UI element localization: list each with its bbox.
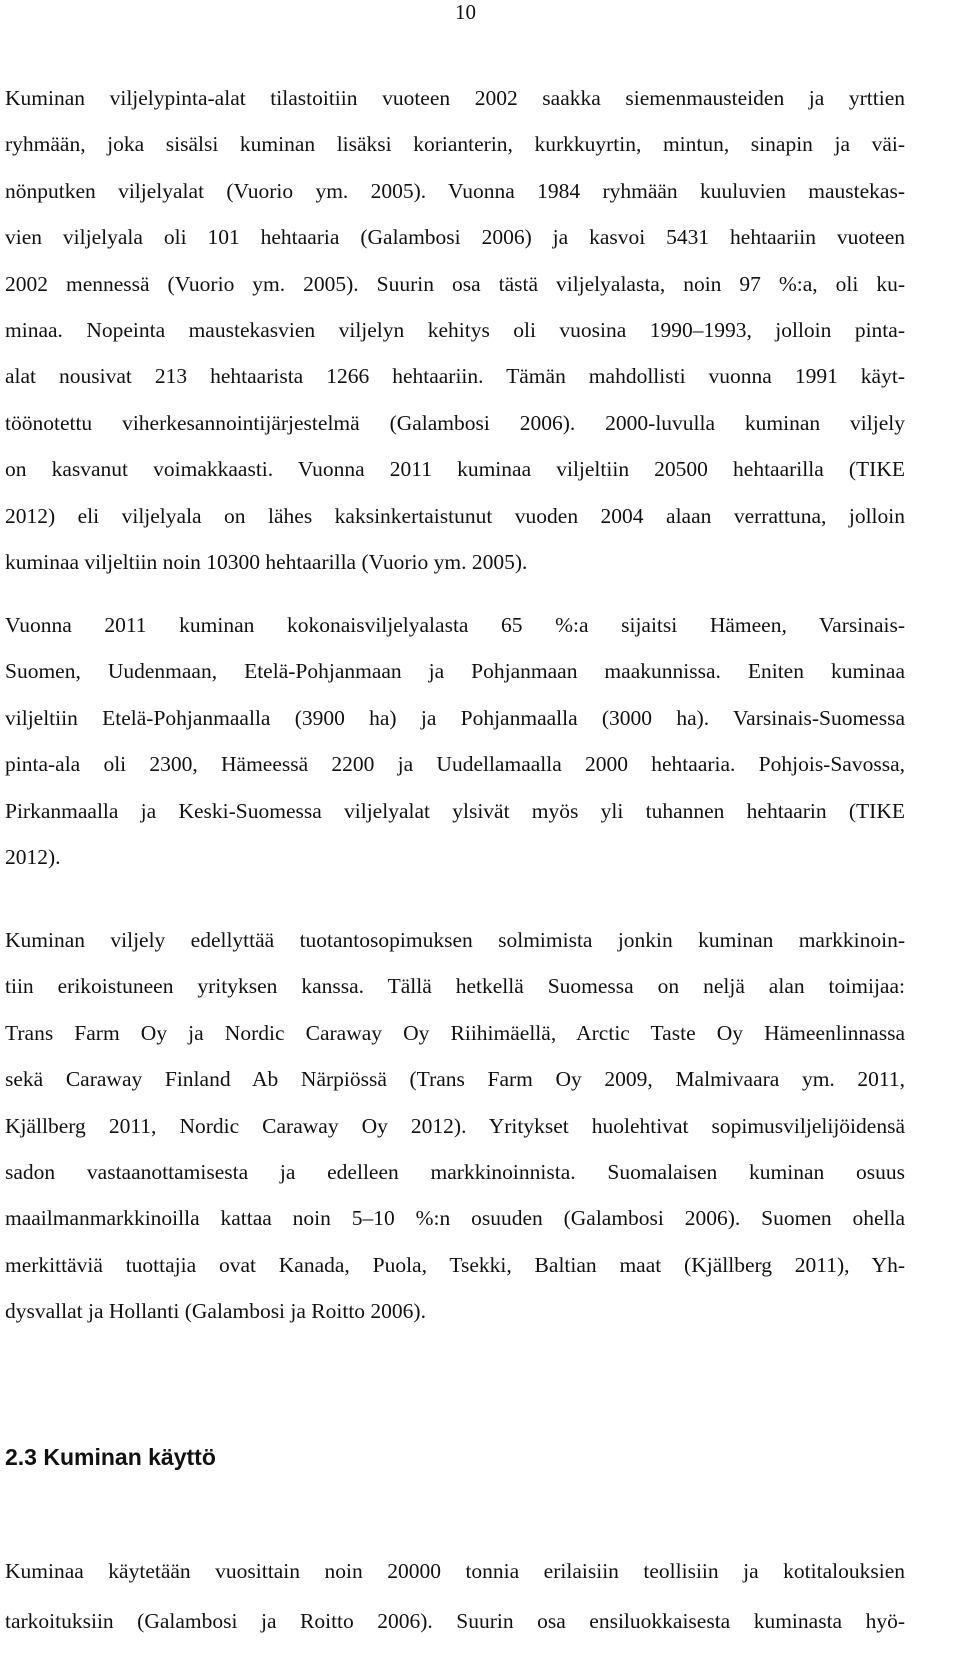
paragraph-production-contracts xyxy=(5,926,905,1344)
text-line: nönputken viljelyalat (Vuorio ym. 2005). Vuonna 1984 ryhmään kuuluvien maustekas- xyxy=(5,178,905,203)
text-line: sadon vastaanottamisesta ja edelleen markkinoinnista. Suomalaisen kuminan osuus xyxy=(5,1159,905,1184)
text-line: minaa. Nopeinta maustekasvien viljelyn kehitys oli vuosina 1990–1993, jolloin pinta- xyxy=(5,317,905,342)
text-line: sekä Caraway Finland Ab Närpiössä (Trans Farm Oy 2009, Malmivaara ym. 2011, xyxy=(5,1067,905,1092)
text-line: dysvallat ja Hollanti (Galambosi ja Roitto 2006). xyxy=(5,1299,426,1324)
text-line: on kasvanut voimakkaasti. Vuonna 2011 kuminaa viljeltiin 20500 hehtaarilla (TIKE xyxy=(5,457,905,482)
text-line: maailmanmarkkinoilla kattaa noin 5–10 %:n osuuden (Galambosi 2006). Suomen ohella xyxy=(5,1206,905,1231)
text-line: vien viljelyala oli 101 hehtaaria (Galambosi 2006) ja kasvoi 5431 hehtaariin vuoteen xyxy=(5,225,905,250)
text-line: Kuminan viljely edellyttää tuotantosopimuksen solmimista jonkin kuminan markkinoin- xyxy=(5,928,905,952)
text-line: kuminaa viljeltiin noin 10300 hehtaarilla (Vuorio ym. 2005). xyxy=(5,549,528,574)
text-line: Trans Farm Oy ja Nordic Caraway Oy Riihimäellä, Arctic Taste Oy Hämeenlinnassa xyxy=(5,1020,905,1045)
text-line: alat nousivat 213 hehtaarista 1266 hehtaariin. Tämän mahdollisti vuonna 1991 käyt- xyxy=(5,364,905,389)
text-line: 2012) eli viljelyala on lähes kaksinkertaistunut vuoden 2004 alaan verrattuna, jolloin xyxy=(5,503,905,528)
text-line: Kuminan viljelypinta-alat tilastoitiin vuoteen 2002 saakka siemenmausteiden ja yrttien xyxy=(5,86,905,110)
text-line: töönotettu viherkesannointijärjestelmä (Galambosi 2006). 2000-luvulla kuminan viljely xyxy=(5,410,905,435)
text-line: Kuminaa käytetään vuosittain noin 20000 tonnia erilaisiin teollisiin ja kotitalouksien xyxy=(5,1559,905,1583)
text-line: tarkoituksiin (Galambosi ja Roitto 2006). Suurin osa ensiluokkaisesta kuminasta hyö- xyxy=(5,1609,905,1633)
text-line: viljeltiin Etelä-Pohjanmaalla (3900 ha) ja Pohjanmaalla (3000 ha). Varsinais-Suomessa xyxy=(5,705,905,730)
text-line: 2012). xyxy=(5,844,61,869)
paragraph-usage xyxy=(5,1557,905,1657)
text-line: Suomen, Uudenmaan, Etelä-Pohjanmaan ja Pohjanmaan maakunnissa. Eniten kuminaa xyxy=(5,659,905,684)
text-line: Vuonna 2011 kuminan kokonaisviljelyalasta 65 %:a sijaitsi Hämeen, Varsinais- xyxy=(5,613,905,637)
text-line: pinta-ala oli 2300, Hämeessä 2200 ja Uudellamaalla 2000 hehtaaria. Pohjois-Savossa, xyxy=(5,752,905,777)
text-line: tiin erikoistuneen yrityksen kanssa. Tällä hetkellä Suomessa on neljä alan toimijaa: xyxy=(5,974,905,999)
paragraph-regional-distribution xyxy=(5,611,905,889)
text-line: ryhmään, joka sisälsi kuminan lisäksi korianterin, kurkkuyrtin, mintun, sinapin ja väi- xyxy=(5,132,905,157)
section-heading: 2.3 Kuminan käyttö xyxy=(5,1444,216,1470)
page-number: 10 xyxy=(455,0,476,24)
text-line: Kjällberg 2011, Nordic Caraway Oy 2012). Yritykset huolehtivat sopimusviljelijöidensä xyxy=(5,1113,905,1138)
text-line: 2002 mennessä (Vuorio ym. 2005). Suurin osa tästä viljelyalasta, noin 97 %:a, oli ku- xyxy=(5,271,905,296)
text-line: Pirkanmaalla ja Keski-Suomessa viljelyalat ylsivät myös yli tuhannen hehtaarin (TIKE xyxy=(5,798,905,823)
paragraph-cultivation-area xyxy=(5,84,905,594)
text-line: merkittäviä tuottajia ovat Kanada, Puola, Tsekki, Baltian maat (Kjällberg 2011), Yh- xyxy=(5,1252,905,1277)
